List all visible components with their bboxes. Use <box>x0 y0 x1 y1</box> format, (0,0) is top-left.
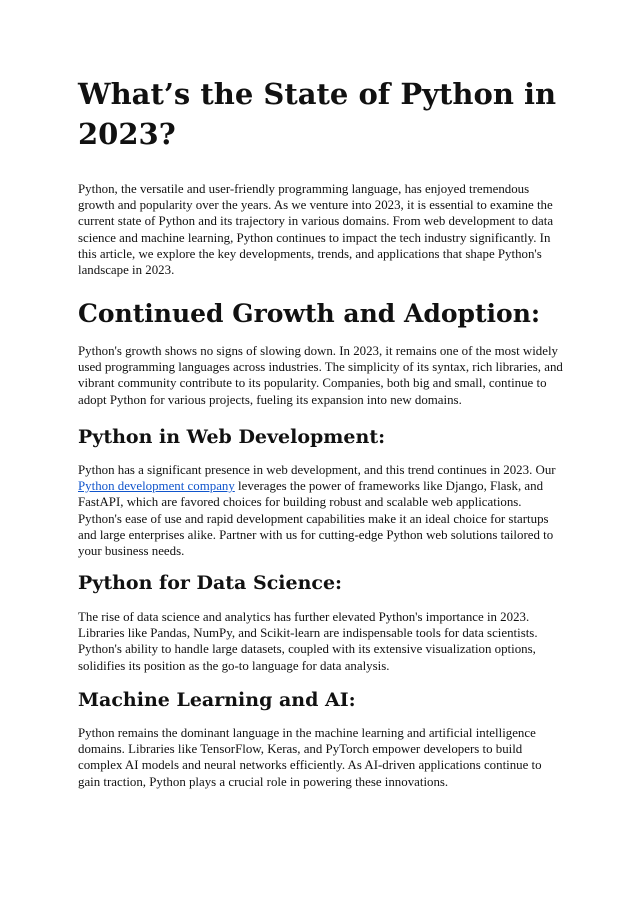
section-body-web <box>78 462 566 559</box>
web-body-end: leverages the power of frameworks like Django, Flask, and FastAPI, which are favored choices for building robust and scalable web applications. Python's ease of use and rapid development capabilities make it an ideal choice for startups and large enterprises alike. Partner with us for cutting-edge Python web solutions tailored to your business needs. <box>78 479 554 559</box>
section-body-data-science: The rise of data science and analytics has further elevated Python's importance in 2023. Libraries like Pandas, NumPy, and Scikit-learn are indispensable tools for data scientists. Python's ability to handle large datasets, coupled with its extensive visualization options, solidifies its position as the go-to language for data analysis. <box>78 610 538 673</box>
section-heading-growth: Continued Growth and Adoption: <box>78 299 541 328</box>
python-development-company-link[interactable]: Python development company <box>78 479 235 494</box>
section-body-growth: Python's growth shows no signs of slowing down. In 2023, it remains one of the most widely used programming languages across industries. The simplicity of its syntax, rich libraries, and vibrant community contribute to its popularity. Companies, both big and small, continue to adopt Python for various projects, fueling its expansion into new domains. <box>78 344 563 407</box>
section-heading-data-science: Python for Data Science: <box>78 572 343 594</box>
page-title: What’s the State of Python in 2023? <box>78 77 557 151</box>
intro-paragraph: Python, the versatile and user-friendly programming language, has enjoyed tremendous growth and popularity over the years. As we venture into 2023, it is essential to examine the current state of Python and its trajectory in various domains. From web development to data science and machine learning, Python continues to impact the tech industry significantly. In this article, we explore the key developments, trends, and applications that shape Python's landscape in 2023. <box>78 182 554 278</box>
section-heading-ml: Machine Learning and AI: <box>78 689 356 711</box>
section-heading-web: Python in Web Development: <box>78 426 386 448</box>
web-body-start: Python has a significant presence in web development, and this trend continues in 2023. Our <box>78 463 556 477</box>
section-body-ml: Python remains the dominant language in the machine learning and artificial intelligence domains. Libraries like TensorFlow, Keras, and PyTorch empower developers to build complex AI models and neural networks efficiently. As AI-driven applications continue to gain traction, Python plays a crucial role in powering these innovations. <box>78 726 542 789</box>
